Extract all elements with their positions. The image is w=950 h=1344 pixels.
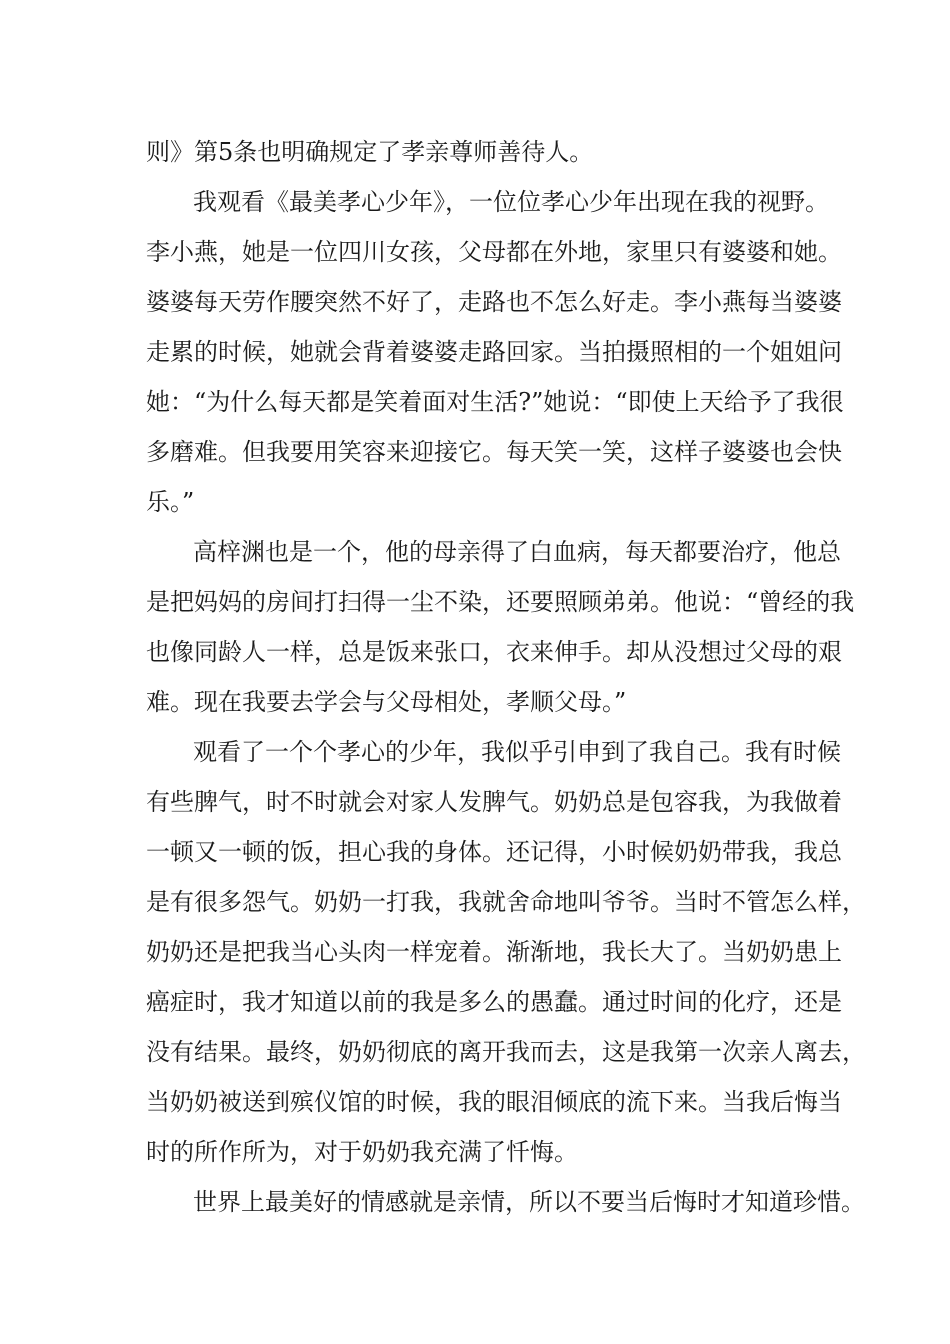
- text-line: 癌症时，我才知道以前的我是多么的愚蠢。通过时间的化疗，还是: [146, 988, 842, 1016]
- text-line: 李小燕，她是一位四川女孩，父母都在外地，家里只有婆婆和她。: [146, 238, 842, 266]
- text-line: 没有结果。最终，奶奶彻底的离开我而去，这是我第一次亲人离去，: [146, 1038, 866, 1066]
- text-line: 一顿又一顿的饭，担心我的身体。还记得，小时候奶奶带我，我总: [146, 838, 842, 866]
- text-line: 多磨难。但我要用笑容来迎接它。每天笑一笑，这样子婆婆也会快: [146, 438, 842, 466]
- text-line: 难。现在我要去学会与父母相处，孝顺父母。”: [146, 688, 627, 716]
- text-line: 她：“为什么每天都是笑着面对生活?”她说：“即使上天给予了我很: [146, 388, 844, 416]
- text-line: 是有很多怨气。奶奶一打我，我就舍命地叫爷爷。当时不管怎么样，: [146, 888, 866, 916]
- paragraph-first-line: 观看了一个个孝心的少年，我似乎引申到了我自己。我有时候: [193, 738, 841, 766]
- text-line: 当奶奶被送到殡仪馆的时候，我的眼泪倾底的流下来。当我后悔当: [146, 1088, 842, 1116]
- text-line: 有些脾气，时不时就会对家人发脾气。奶奶总是包容我，为我做着: [146, 788, 842, 816]
- paragraph-first-line: 我观看《最美孝心少年》，一位位孝心少年出现在我的视野。: [193, 188, 829, 216]
- text-line: 婆婆每天劳作腰突然不好了，走路也不怎么好走。李小燕每当婆婆: [146, 288, 842, 316]
- paragraph-first-line: 高梓渊也是一个，他的母亲得了白血病，每天都要治疗，他总: [193, 538, 841, 566]
- text-line: 走累的时候，她就会背着婆婆走路回家。当拍摄照相的一个姐姐问: [146, 338, 842, 366]
- text-line: 是把妈妈的房间打扫得一尘不染，还要照顾弟弟。他说：“曾经的我: [146, 588, 855, 616]
- text-line: 时的所作所为，对于奶奶我充满了忏悔。: [146, 1138, 578, 1166]
- text-line: 也像同龄人一样，总是饭来张口，衣来伸手。却从没想过父母的艰: [146, 638, 842, 666]
- text-line: 奶奶还是把我当心头肉一样宠着。渐渐地，我长大了。当奶奶患上: [146, 938, 842, 966]
- paragraph-first-line: 世界上最美好的情感就是亲情，所以不要当后悔时才知道珍惜。: [193, 1188, 865, 1216]
- text-line: 乐。”: [146, 488, 195, 516]
- text-line: 则》第5条也明确规定了孝亲尊师善待人。: [146, 138, 594, 166]
